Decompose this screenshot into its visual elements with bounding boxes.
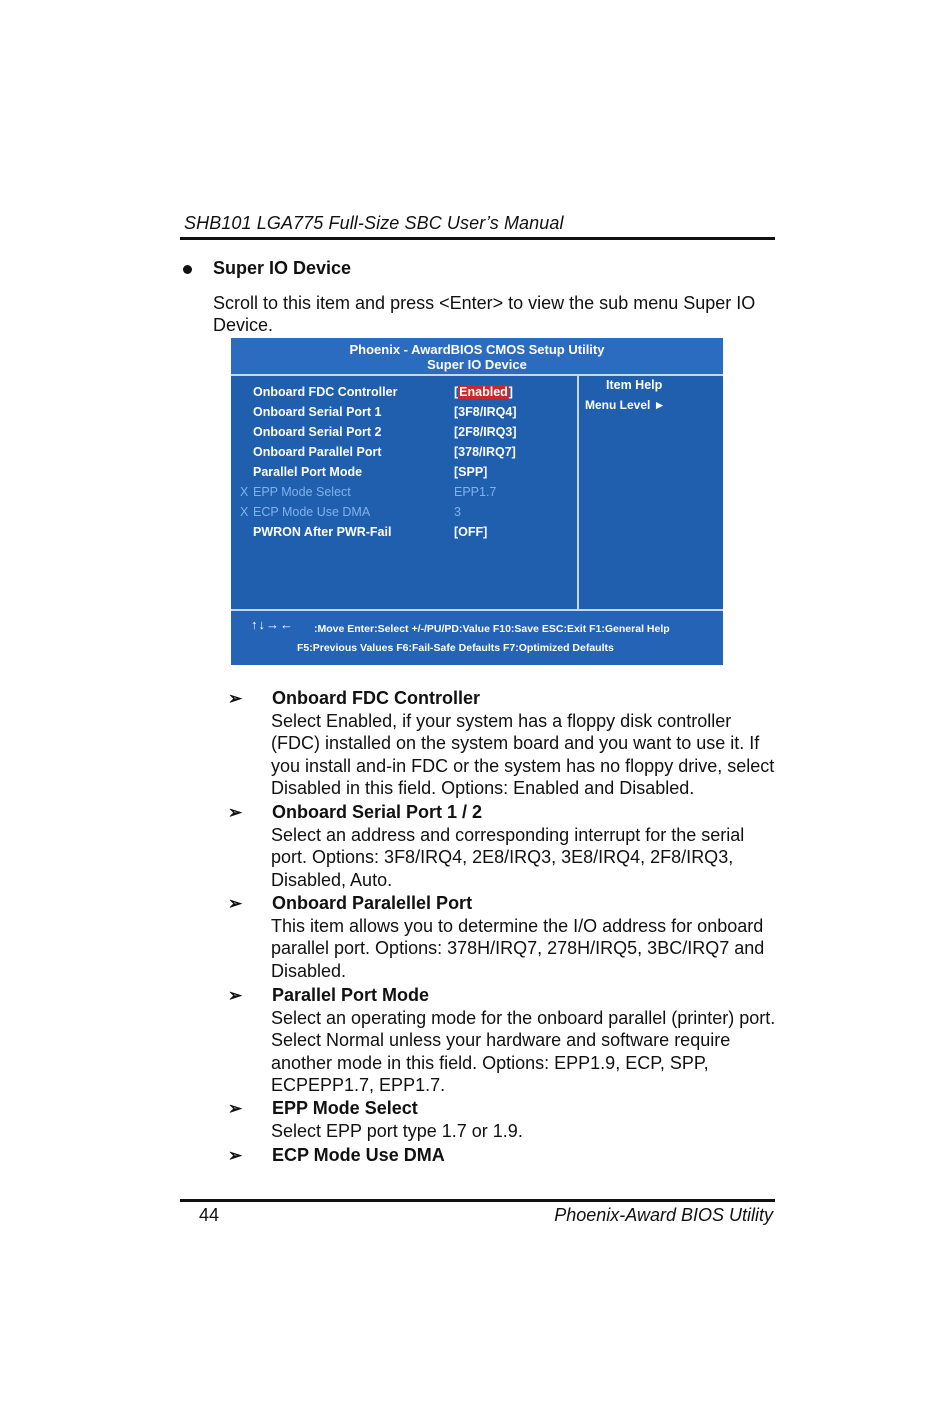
page-header-title: SHB101 LGA775 Full-Size SBC User’s Manual (184, 213, 564, 233)
section-title: Super IO Device (213, 258, 352, 278)
bios-menu-title: Super IO Device (427, 357, 527, 372)
bios-setting-label: ECP Mode Use DMA (253, 505, 371, 519)
bios-setting-row[interactable] (231, 442, 577, 462)
bios-setting-label: PWRON After PWR-Fail (253, 525, 392, 539)
value-text: EPP1.7 (454, 485, 497, 499)
item-description: Select Enabled, if your system has a floppy disk controller (FDC) installed on the system board and you want to use it. If you install and-in FDC or the system has no floppy drive, select Disabled in this field. Options: Enabled and Disabled. (271, 711, 775, 799)
bios-setting-label: Parallel Port Mode (253, 465, 363, 479)
bios-setting-label: Onboard Parallel Port (253, 445, 382, 459)
bios-setting-value[interactable] (454, 485, 496, 499)
item-description: Select an operating mode for the onboard parallel (printer) port. Select Normal unless your hardware and software require another mode in this field. Options: EPP1.9, ECP, SPP, ECPEPP1.7, EPP1.7. (271, 1008, 776, 1096)
bios-key-legend (231, 609, 723, 665)
value-bracket-open: [ (454, 385, 459, 399)
bios-screenshot (231, 338, 723, 663)
navigation-arrows-icon: ↑↓→← (251, 617, 294, 632)
bios-setting-row[interactable] (231, 382, 577, 402)
bios-setting-label: EPP Mode Select (253, 485, 351, 499)
value-text: [SPP] (454, 465, 488, 479)
menu-level-label: Menu Level ► (585, 398, 666, 412)
footer-rule (180, 1199, 775, 1202)
bios-settings-panel (231, 376, 579, 609)
value-text: [OFF] (454, 525, 488, 539)
item-description: This item allows you to determine the I/O address for onboard parallel port. Options: 378H/IRQ7, 278H/IRQ5, 3BC/IRQ7 and Disabled. (271, 916, 765, 981)
value-text: [3F8/IRQ4] (454, 405, 517, 419)
disabled-mark: X (240, 505, 249, 519)
bios-setting-label: Onboard Serial Port 2 (253, 425, 382, 439)
arrow-bullet-icon: ➢ (228, 1146, 243, 1165)
item-help-title: Item Help (606, 378, 663, 392)
section-intro: Scroll to this item and press <Enter> to view the sub menu Super IO Device. (213, 293, 756, 335)
bullet-icon (183, 265, 192, 274)
bios-setting-value[interactable] (454, 525, 487, 539)
bios-setting-row[interactable] (231, 522, 577, 542)
bios-title-bar (231, 338, 723, 376)
value-text: [2F8/IRQ3] (454, 425, 517, 439)
bios-app-title: Phoenix - AwardBIOS CMOS Setup Utility (349, 342, 605, 357)
bios-setting-row[interactable] (231, 482, 577, 502)
bios-setting-label: Onboard FDC Controller (253, 385, 398, 399)
bios-setting-value[interactable] (454, 445, 516, 459)
bios-setting-value[interactable] (454, 425, 517, 439)
bios-setting-value[interactable] (454, 505, 461, 519)
key-legend-line-2: F5:Previous Values F6:Fail-Safe Defaults F7:Optimized Defaults (297, 642, 614, 654)
footer-section-title: Phoenix-Award BIOS Utility (554, 1205, 773, 1225)
arrow-bullet-icon: ➢ (228, 689, 243, 708)
item-title: ECP Mode Use DMA (272, 1145, 445, 1165)
bios-setting-row[interactable] (231, 422, 577, 442)
bios-setting-value[interactable] (454, 465, 487, 479)
arrow-bullet-icon: ➢ (228, 1099, 243, 1118)
item-title: Onboard FDC Controller (272, 688, 480, 708)
item-description: Select EPP port type 1.7 or 1.9. (271, 1121, 523, 1141)
bios-help-panel (580, 376, 723, 609)
bios-setting-value[interactable] (454, 405, 517, 419)
disabled-mark: X (240, 485, 249, 499)
value-bracket-close: ] (508, 385, 513, 399)
item-title: Parallel Port Mode (272, 985, 430, 1005)
arrow-bullet-icon: ➢ (228, 803, 243, 822)
bios-setting-value[interactable] (454, 385, 513, 399)
bios-setting-row[interactable] (231, 502, 577, 522)
arrow-bullet-icon: ➢ (228, 894, 243, 913)
page-number: 44 (199, 1205, 220, 1225)
header-rule (180, 237, 775, 240)
bios-setting-row[interactable] (231, 462, 577, 482)
value-text: [378/IRQ7] (454, 445, 516, 459)
item-title: Onboard Serial Port 1 / 2 (272, 802, 483, 822)
arrow-bullet-icon: ➢ (228, 986, 243, 1005)
bios-setting-row[interactable] (231, 402, 577, 422)
value-text: 3 (454, 505, 461, 519)
bios-setting-label: Onboard Serial Port 1 (253, 405, 382, 419)
item-description: Select an address and corresponding interrupt for the serial port. Options: 3F8/IRQ4, 2E8/IRQ3, 3E8/IRQ4, 2F8/IRQ3, Disabled, Auto. (271, 825, 745, 890)
item-title: Onboard Paralellel Port (272, 893, 473, 913)
key-legend-line-1: :Move Enter:Select +/-/PU/PD:Value F10:Save ESC:Exit F1:General Help (314, 623, 670, 635)
item-title: EPP Mode Select (272, 1098, 418, 1118)
value-text: Enabled (459, 385, 508, 399)
